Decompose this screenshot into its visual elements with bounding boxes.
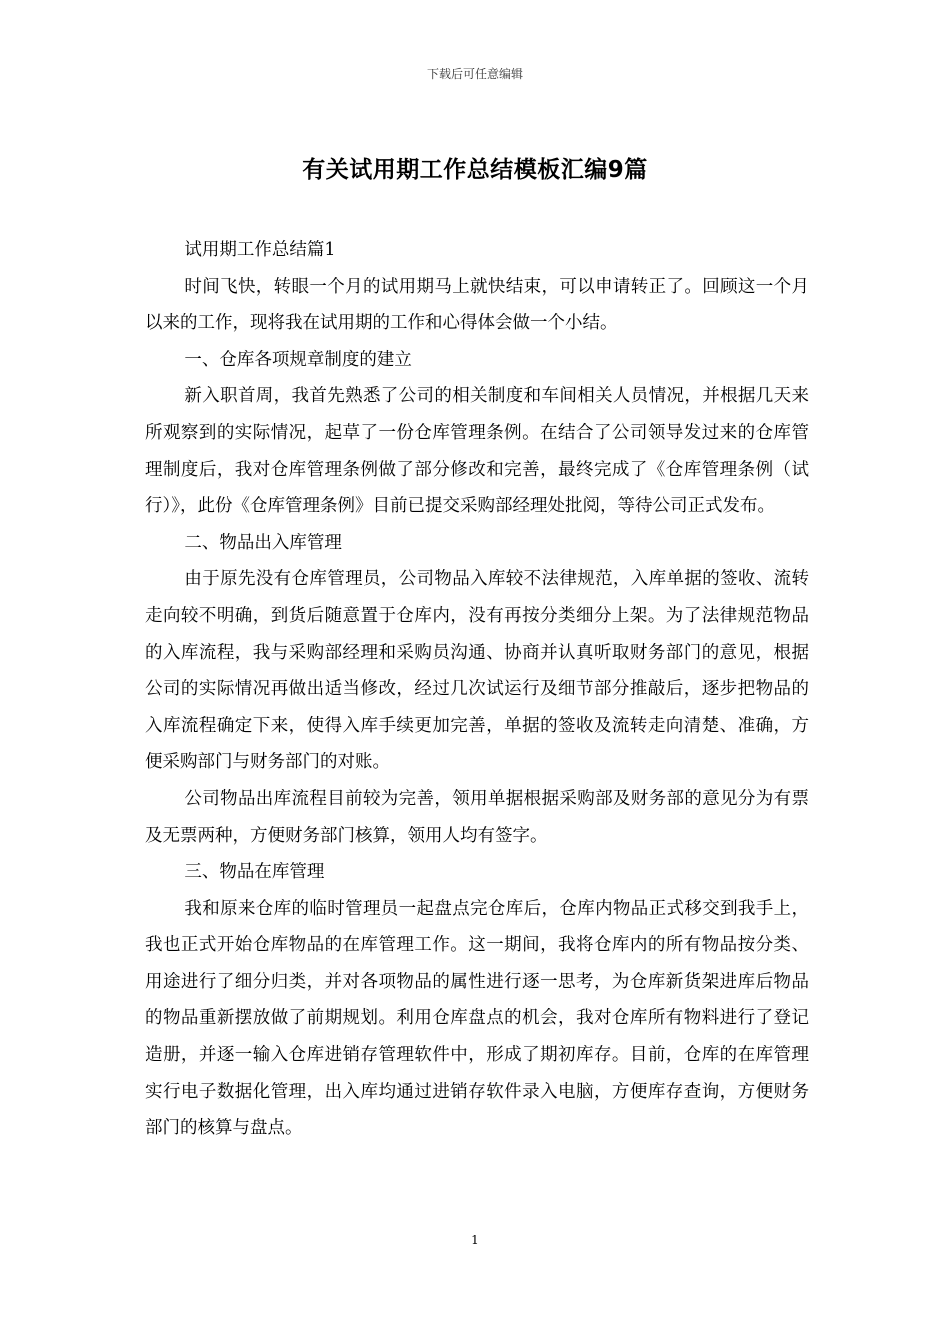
document-title: 有关试用期工作总结模板汇编9篇 [302,157,648,183]
paragraph: 我和原来仓库的临时管理员一起盘点完仓库后，仓库内物品正式移交到我手上，我也正式开始仓库物品的在库管理工作。这一期间，我将仓库内的所有物品按分类、用途进行了细分归类，并对各项物品的属性进行逐一思考，为仓库新货架进库后物品的物品重新摆放做了前期规划。利用仓库盘点的机会，我对仓库所有物料进行了登记造册，并逐一输入仓库进销存管理软件中，形成了期初库存。目前，仓库的在库管理实行电子数据化管理，出入库均通过进销存软件录入电脑，方便库存查询，方便财务部门的核算与盘点。 [145,898,809,1139]
paragraph: 时间飞快，转眼一个月的试用期马上就快结束，可以申请转正了。回顾这一个月以来的工作，现将我在试用期的工作和心得体会做一个小结。 [145,276,809,334]
paragraph: 新入职首周，我首先熟悉了公司的相关制度和车间相关人员情况，并根据几天来所观察到的实际情况，起草了一份仓库管理条例。在结合了公司领导发过来的仓库管理制度后，我对仓库管理条例做了部分修改和完善，最终完成了《仓库管理条例（试行）》，此份《仓库管理条例》目前已提交采购部经理处批阅，等待公司正式发布。 [145,386,809,517]
paragraph: 公司物品出库流程目前较为完善，领用单据根据采购部及财务部的意见分为有票及无票两种，方便财务部门核算，领用人均有签字。 [145,788,809,846]
subsection-heading: 一、仓库各项规章制度的建立 [184,349,412,370]
page-header-note: 下载后可任意编辑 [426,67,523,81]
subsection-heading: 二、物品出入库管理 [184,532,342,553]
paragraph: 由于原先没有仓库管理员，公司物品入库较不法律规范，入库单据的签收、流转走向较不明确，到货后随意置于仓库内，没有再按分类细分上架。为了法律规范物品的入库流程，我与采购部经理和采购员沟通、协商并认真听取财务部门的意见，根据公司的实际情况再做出适当修改，经过几次试运行及细节部分推敲后，逐步把物品的入库流程确定下来，使得入库手续更加完善，单据的签收及流转走向清楚、准确，方便采购部门与财务部门的对账。 [145,569,809,773]
page-number: 1 [471,1233,479,1247]
section-heading: 试用期工作总结篇1 [184,240,336,260]
document-body [145,232,809,1147]
subsection-heading: 三、物品在库管理 [184,862,325,883]
